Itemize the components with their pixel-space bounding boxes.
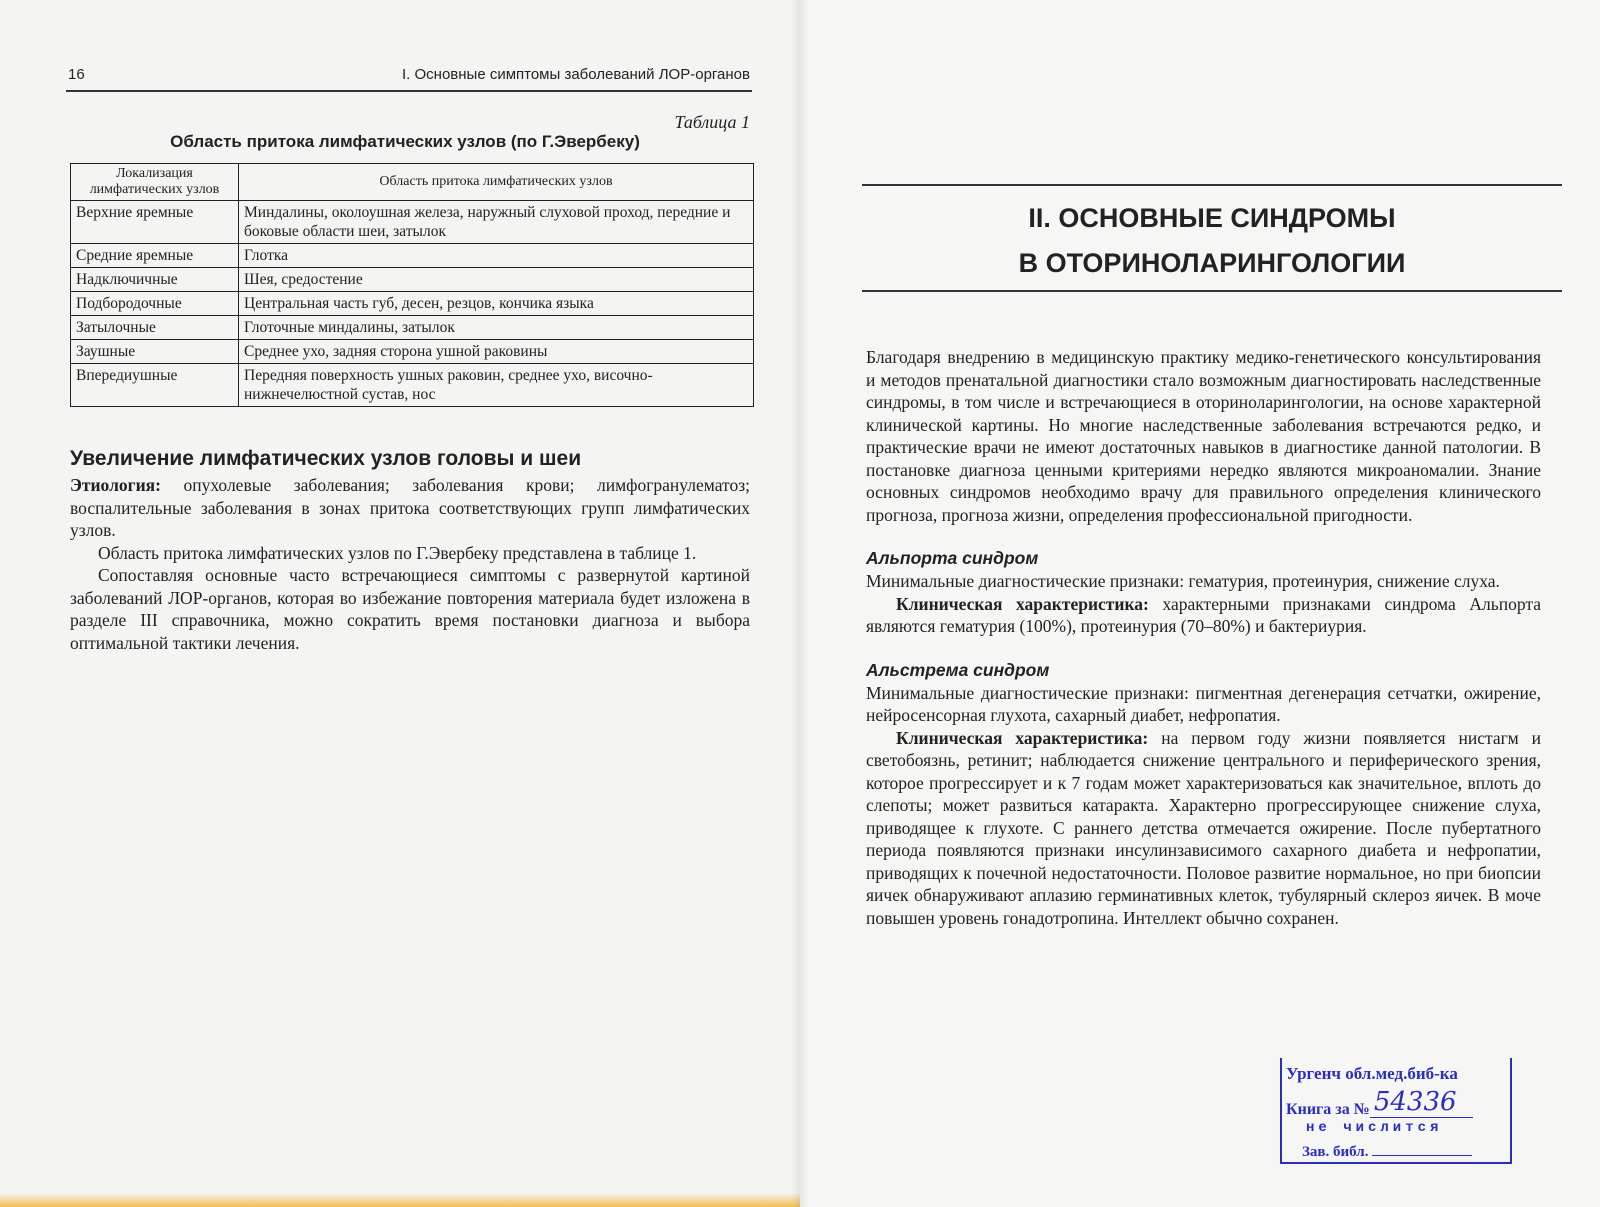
syndrome-heading: Альпорта синдром: [866, 548, 1039, 568]
table-header-row: [71, 164, 754, 201]
stamp-line: не числится: [1306, 1120, 1443, 1136]
running-header: [66, 64, 752, 92]
etiology-label: Этиология:: [70, 475, 161, 495]
table-row: [71, 316, 754, 340]
table-cell: Глотка: [239, 244, 754, 268]
clinical-label: Клиническая характеристика:: [896, 593, 1149, 614]
page-edge: [0, 1193, 800, 1207]
section-heading: Увеличение лимфатических узлов головы и шеи: [70, 447, 582, 470]
running-title: I. Основные симптомы заболеваний ЛОР-органов: [401, 66, 750, 83]
clinical-text: характерными признаками синдрома Альпорта являются гематурия (100%), протеинурия (70–80%) и бактериурия.: [866, 593, 1541, 636]
lymph-nodes-table: [70, 163, 754, 407]
table-header-cell: Локализация лимфатических узлов: [71, 164, 239, 201]
table-cell: Миндалины, околоушная железа, наружный слуховой проход, передние и боковые области шеи, затылок: [239, 201, 754, 244]
table-cell: Верхние яремные: [71, 201, 239, 244]
table-label: Таблица 1: [674, 112, 750, 132]
table-cell: Затылочные: [71, 316, 239, 340]
chapter-rule-bottom: [862, 290, 1562, 292]
table-cell: Среднее ухо, задняя сторона ушной раковины: [239, 340, 754, 364]
book-gutter: [792, 0, 808, 1207]
chapter-rule-top: [862, 184, 1562, 186]
stamp-label: Книга за №: [1286, 1101, 1370, 1118]
table-cell: Средние яремные: [71, 244, 239, 268]
table-row: [71, 340, 754, 364]
table-cell: Подбородочные: [71, 292, 239, 316]
clinical-paragraph: [866, 727, 1541, 930]
table-cell: Надключичные: [71, 268, 239, 292]
paragraph: Область притока лимфатических узлов по Г.Эвербеку представлена в таблице 1.: [98, 542, 697, 563]
table-row: [71, 244, 754, 268]
min-signs: Минимальные диагностические признаки: пигментная дегенерация сетчатки, ожирение, нейросенсорная глухота, сахарный диабет, нефропатия.: [866, 682, 1541, 725]
table-cell: Впередиушные: [71, 364, 239, 407]
stamp-handwritten-number: 54336: [1370, 1087, 1473, 1118]
chapter-title-line: II. ОСНОВНЫЕ СИНДРОМЫ: [1028, 203, 1396, 233]
table-row: [71, 201, 754, 244]
chapter-title: [862, 196, 1562, 286]
library-stamp: [1280, 1058, 1510, 1168]
signature-line: [1372, 1155, 1472, 1156]
paragraph: Сопоставляя основные часто встречающиеся симптомы с развернутой картиной заболеваний ЛОР-органов, которая во избежание повторения материала будет изложена в разделе III справочника, можно сократить время постановки диагноза и выбора оптимальной тактики лечения.: [70, 565, 750, 653]
table-header-cell: Область притока лимфатических узлов: [239, 164, 754, 201]
syndrome-heading: Альстрема синдром: [866, 659, 1050, 680]
table-cell: Заушные: [71, 340, 239, 364]
etiology-text: опухолевые заболевания; заболевания крови; лимфогранулематоз; воспалительные заболевания в зонах притока соответствующих групп лимфатических узлов.: [70, 475, 750, 540]
table-caption: Область притока лимфатических узлов (по Г.Эвербеку): [170, 132, 640, 151]
table-cell: Передняя поверхность ушных раковин, среднее ухо, височно-нижнечелюстной сустав, нос: [239, 364, 754, 407]
table-cell: Центральная часть губ, десен, резцов, кончика языка: [239, 292, 754, 316]
table-row: [71, 268, 754, 292]
right-body-text: [866, 346, 1541, 929]
table-row: [71, 292, 754, 316]
left-body-text: [70, 446, 750, 654]
page-number: 16: [68, 66, 85, 83]
stamp-line: [1286, 1087, 1473, 1121]
stamp-line: [1302, 1144, 1472, 1161]
intro-paragraph: Благодаря внедрению в медицинскую практику медико-генетического консультирования и методов пренатальной диагностики стало возможным диагностировать наследственные синдромы, в том числе и встречающиеся в оториноларингологии, на основе характерной клинической картины. Но многие наследственные заболевания встречаются редко, и практические врачи не имеют достаточных навыков в диагностике данной патологии. В постановке диагноза ценными критериями нередко являются микроаномалии. Знание основных синдромов необходимо врачу для правильного определения клинического прогноза, прогноза жизни, определения профессиональной пригодности.: [866, 347, 1541, 525]
table-cell: Шея, средостение: [239, 268, 754, 292]
chapter-title-line: В ОТОРИНОЛАРИНГОЛОГИИ: [1018, 248, 1406, 278]
clinical-text: на первом году жизни появляется нистагм и светобоязнь, ретинит; наблюдается снижение центрального и периферического зрения, которое прогрессирует и к 7 годам может характеризоваться как значительное, вплоть до слепоты; может развиться катаракта. Характерно прогрессирующее снижение слуха, приводящее к глухоте. С раннего детства отмечается ожирение. После пубертатного периода появляются признаки инсулинзависимого сахарного диабета и нефропатии, приводящих к почечной недостаточности. Половое развитие нормальное, но при биопсии яичек обнаруживают аплазию герминативных клеток, тубулярный склероз яичек. В моче повышен уровень гонадотропина. Интеллект обычно сохранен.: [866, 727, 1541, 928]
stamp-label: Зав. библ.: [1302, 1144, 1369, 1160]
clinical-paragraph: [866, 593, 1541, 638]
table-row: [71, 364, 754, 407]
clinical-label: Клиническая характеристика:: [896, 727, 1149, 748]
table-cell: Глоточные миндалины, затылок: [239, 316, 754, 340]
min-signs: Минимальные диагностические признаки: гематурия, протеинурия, снижение слуха.: [866, 571, 1500, 591]
stamp-line: Ургенч обл.мед.биб-ка: [1286, 1064, 1458, 1083]
etiology-paragraph: [70, 474, 750, 542]
